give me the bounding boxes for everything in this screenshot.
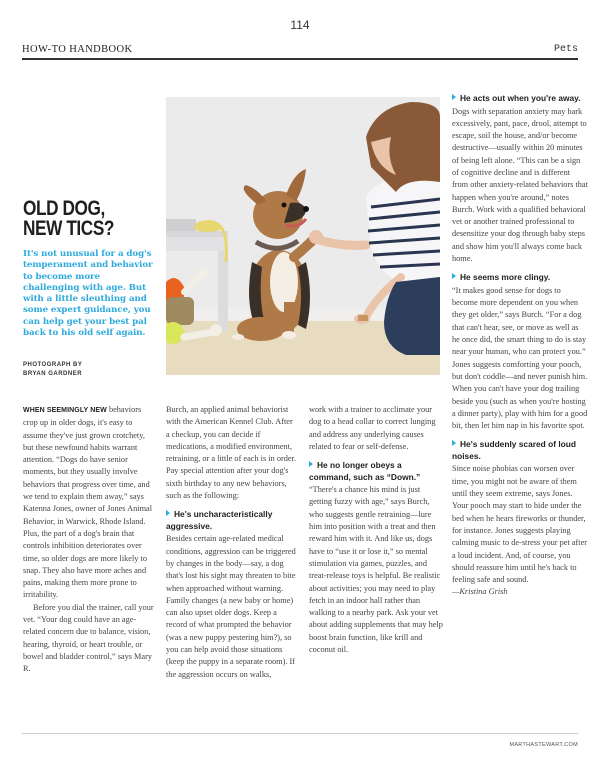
body-column-4 <box>452 93 588 599</box>
subhead-aggressive: He's uncharacteristically aggressive. <box>166 509 273 531</box>
arrow-bullet-icon <box>309 461 313 467</box>
intro-paragraph <box>23 404 155 602</box>
headline-line-1: OLD DOG, <box>23 197 105 220</box>
clingy-body: “It makes good sense for dogs to become more dependent on you when they get older,” says Burch. “For a dog that can't hear, see, or move as well as he once did, the smart thing to do is stay near your human, who can protect you.” Jones suggests comforting your pooch, but don't coddle—and never punish him. When you can't have your dog trailing beside you (such as when you're hosting a dinner party), play with him for a good bit, then let him nap in his favorite spot. <box>452 285 588 431</box>
acts-out-body: Dogs with separation anxiety may bark excessively, pant, pace, drool, attempt to escape, soil the house, and/or become destructive—usually within 20 minutes of being left alone. “This can be a sign of cognitive decline and is different from other anxiety-related behaviors that happen when you're around,” notes Burch. Work with a qualified behavioral vet or another trained professional to desensitize your dog through baby steps and show him you'll always come back home. <box>452 106 588 264</box>
arrow-bullet-icon <box>452 440 456 446</box>
body-column-2 <box>166 404 298 681</box>
category-label: Pets <box>553 44 578 55</box>
aggressive-body: Besides certain age-related medical conditions, aggression can be triggered by changes in the body—say, a dog that's lost his sight may threaten to bite when approached without warning. Family changes (a new baby or home) can also upset older dogs. Keep a record of what prompted the behavior (was a new puppy pestering him?), so you can help avoid those situations (keep the puppy in a separate room). If the aggression occurs on walks, <box>166 534 296 679</box>
arrow-bullet-icon <box>166 510 170 516</box>
article-photo <box>166 97 440 375</box>
photo-credit <box>23 361 153 379</box>
arrow-bullet-icon <box>452 273 456 279</box>
loud-noises-body: Since noise phobias can worsen over time, you might not be aware of them until they seem extreme, says Jones. Your pooch may start to hide under the bed when he hears fireworks or thunder, for instance. Jones suggests playing calming music to de-stress your pet after a loud incident. And, of course, you should reassure him until he's back to feeling safe and sound. <box>452 464 588 585</box>
author-byline: —Kristina Grish <box>452 587 508 597</box>
aggressive-body-continued: work with a trainer to acclimate your dog to a head collar to correct lunging and address any underlying causes related to fear or self-defense. <box>309 405 436 451</box>
subhead-clingy: He seems more clingy. <box>452 272 588 284</box>
running-head <box>22 44 578 60</box>
credit-name: BRYAN GARDNER <box>23 371 83 377</box>
article-dek: It's not unusual for a dog's temperament and behavior to become more challenging with age. But with a little sleuthing and some expert guidance, you can help get your best pal back to his old self again. <box>23 249 153 339</box>
article-headline <box>23 199 130 239</box>
subhead-acts-out: He acts out when you're away. <box>452 93 588 105</box>
credit-label: PHOTOGRAPH BY <box>23 362 83 368</box>
body-column-1 <box>23 404 155 676</box>
footer-divider <box>22 733 578 734</box>
vet-paragraph-continued: Burch, an applied animal behaviorist with the American Kennel Club. After a checkup, you can decide if medications, a modified environment, retraining, or a little of each is in order. Pay special attention after your dog's sixth birthday to any new behaviors, such as the following: <box>166 405 296 501</box>
body-column-3 <box>309 404 443 656</box>
page-number: 114 <box>290 18 310 32</box>
dog-and-owner-illustration <box>166 97 440 375</box>
headline-line-2: NEW TICS? <box>23 217 115 240</box>
subhead-obeys: He no longer obeys a command, such as “Down.” <box>309 460 421 482</box>
arrow-bullet-icon <box>452 94 456 100</box>
obeys-body: “There's a chance his mind is just getting fuzzy with age,” says Burch, who suggests gentle retraining—lure him into position with a treat and then reward him with it. And like us, dogs have to “use it or lose it,” so mental stimulation via games, puzzles, and treat-release toys is helpful. Be realistic about activities; you may need to play fetch in an indoor hall rather than walking to a nearby park. Ask your vet about adding supplements that may help boost brain function, like krill and coconut oil. <box>309 485 443 655</box>
subhead-loud-noises: He's suddenly scared of loud noises. <box>452 439 577 461</box>
section-label: HOW-TO HANDBOOK <box>22 44 133 55</box>
lead-in: WHEN SEEMINGLY NEW <box>23 407 107 414</box>
vet-paragraph: Before you dial the trainer, call your vet. “Your dog could have an age-related concern due to balance, vision, hearing, thyroid, or heart trouble, or bowel and bladder control,” says Mary R. <box>23 602 154 674</box>
intro-text: behaviors crop up in older dogs, it's easy to assume they've just grown crotchety, but these newfound habits warrant attention. “Dogs do have senior moments, but they usually involve behaviors that progress over time, and we tend to explain them away,” says Katenna Jones, owner of Jones Animal Behavior, in Warwick, Rhode Island. Plus, the part of a dog's brain that controls inhibition deteriorates over time, so older dogs are more likely to snap. They also have more aches and pains, making them more prone to irritability. <box>23 405 153 600</box>
footer-url: MARTHASTEWART.COM <box>509 742 578 748</box>
